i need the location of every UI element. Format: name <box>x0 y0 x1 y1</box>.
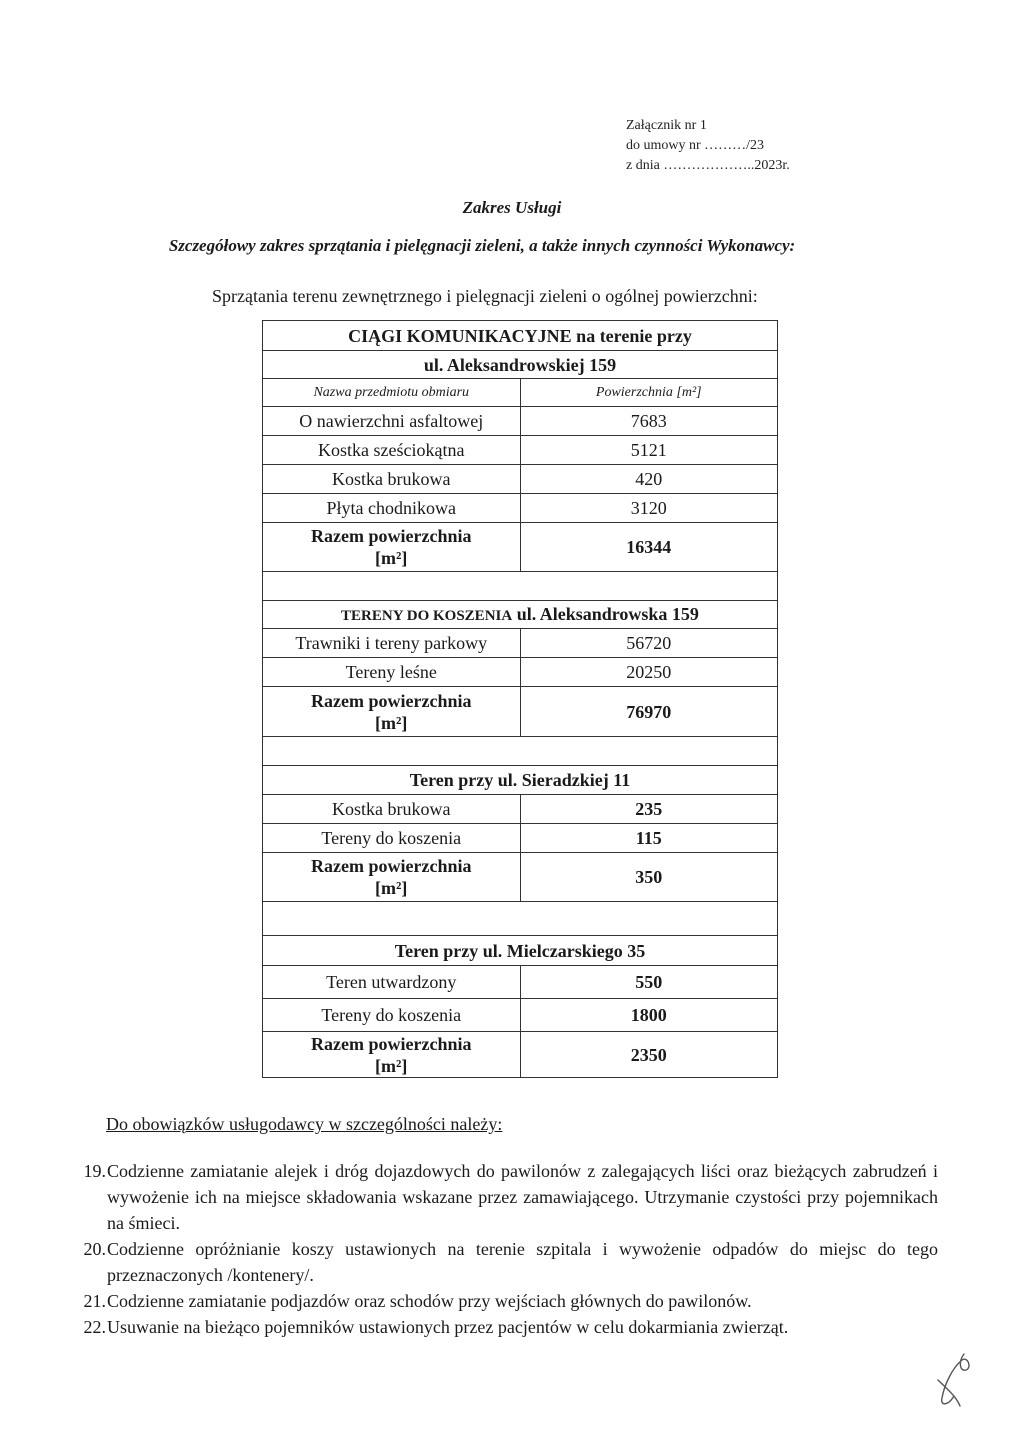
row-value: 7683 <box>520 407 778 436</box>
total-value: 2350 <box>520 1032 778 1078</box>
section2-header <box>263 601 778 629</box>
row-value: 56720 <box>520 629 778 658</box>
table-spacer-row <box>263 572 778 601</box>
item-text: Codzienne opróżnianie koszy ustawionych na terenie szpitala i wywożenie odpadów do miejsc do tego przeznaczonych /kontenery/. <box>107 1239 938 1285</box>
document-subtitle: Szczegółowy zakres sprzątania i pielęgnacji zieleni, a także innych czynności Wykonawcy: <box>168 236 796 255</box>
row-label: Płyta chodnikowa <box>263 494 521 523</box>
row-value: 420 <box>520 465 778 494</box>
table-row <box>263 999 778 1032</box>
item-number: 22. <box>83 1317 106 1337</box>
row-value: 3120 <box>520 494 778 523</box>
table-row <box>263 1032 778 1078</box>
row-value: 20250 <box>520 658 778 687</box>
total-label <box>263 1032 521 1078</box>
spacer-cell <box>263 737 778 766</box>
total-value: 16344 <box>520 523 778 572</box>
table-row <box>263 795 778 824</box>
total-label-line2: [m²] <box>375 878 408 898</box>
row-label: Kostka brukowa <box>263 795 521 824</box>
column-header-name: Nazwa przedmiotu obmiaru <box>263 379 521 407</box>
attachment-number: Załącznik nr 1 <box>626 118 707 133</box>
attachment-note <box>626 116 790 176</box>
item-text: Codzienne zamiatanie podjazdów oraz schodów przy wejściach głównych do pawilonów. <box>107 1291 752 1311</box>
list-item <box>62 1158 938 1236</box>
table-row <box>263 436 778 465</box>
section2-header-suffix: ul. Aleksandrowska 159 <box>512 603 699 624</box>
total-label-line1: Razem powierzchnia <box>311 1033 472 1054</box>
row-label: Kostka sześciokątna <box>263 436 521 465</box>
total-label-line1: Razem powierzchnia <box>311 856 472 876</box>
list-item <box>62 1288 938 1314</box>
table-row <box>263 687 778 737</box>
total-label-line1: Razem powierzchnia <box>311 526 472 546</box>
table-row <box>263 658 778 687</box>
total-label <box>263 853 521 902</box>
table-row <box>263 407 778 436</box>
table-row <box>263 853 778 902</box>
table-row <box>263 766 778 795</box>
table-row <box>263 465 778 494</box>
item-text: Usuwanie na bieżąco pojemników ustawionych przez pacjentów w celu dokarmiania zwierząt. <box>107 1317 789 1337</box>
item-number: 20. <box>83 1239 106 1259</box>
row-label: Trawniki i tereny parkowy <box>263 629 521 658</box>
table-row <box>263 966 778 999</box>
document-title: Zakres Usługi <box>462 198 562 217</box>
table-row <box>263 523 778 572</box>
table-row <box>263 629 778 658</box>
spacer-cell <box>263 902 778 936</box>
total-label <box>263 687 521 737</box>
table-row <box>263 494 778 523</box>
row-label: Teren utwardzony <box>263 966 521 999</box>
row-value: 115 <box>520 824 778 853</box>
list-item <box>62 1236 938 1288</box>
total-label <box>263 523 521 572</box>
table-row <box>263 936 778 966</box>
column-header-area: Powierzchnia [m²] <box>520 379 778 407</box>
total-label-line2: [m²] <box>375 548 408 568</box>
item-number: 19. <box>83 1161 106 1181</box>
section1-header: CIĄGI KOMUNIKACYJNE na terenie przy <box>263 321 778 351</box>
row-label: Tereny do koszenia <box>263 824 521 853</box>
total-label-line1: Razem powierzchnia <box>311 690 472 711</box>
row-label: Tereny leśne <box>263 658 521 687</box>
handwritten-initial-signature <box>930 1350 980 1410</box>
table-spacer-row <box>263 737 778 766</box>
table-row <box>263 601 778 629</box>
table-spacer-row <box>263 902 778 936</box>
section4-header: Teren przy ul. Mielczarskiego 35 <box>263 936 778 966</box>
duties-list <box>62 1158 938 1340</box>
row-value: 1800 <box>520 999 778 1032</box>
row-label: O nawierzchni asfaltowej <box>263 407 521 436</box>
row-label: Tereny do koszenia <box>263 999 521 1032</box>
list-item <box>62 1314 938 1340</box>
item-number: 21. <box>83 1291 106 1311</box>
section2-header-prefix: TERENY DO KOSZENIA <box>341 607 513 624</box>
table-row <box>263 321 778 351</box>
attachment-contract: do umowy nr ………/23 <box>626 138 765 153</box>
duties-heading: Do obowiązków usługodawcy w szczególności należy: <box>106 1114 503 1134</box>
total-value: 350 <box>520 853 778 902</box>
row-label: Kostka brukowa <box>263 465 521 494</box>
intro-text: Sprzątania terenu zewnętrznego i pielęgnacji zieleni o ogólnej powierzchni: <box>212 286 758 306</box>
table-row <box>263 351 778 379</box>
total-label-line2: [m²] <box>375 1055 408 1076</box>
total-label-line2: [m²] <box>375 712 408 733</box>
section3-header: Teren przy ul. Sieradzkiej 11 <box>263 766 778 795</box>
item-text: Codzienne zamiatanie alejek i dróg dojazdowych do pawilonów z zalegających liści oraz bieżących zabrudzeń i wywożenie ich na miejsce składowania wskazane przez zamawiającego. Utrzymanie czystości przy pojemnikach na śmieci. <box>107 1161 938 1233</box>
spacer-cell <box>263 572 778 601</box>
attachment-date: z dnia ………………..2023r. <box>626 158 790 173</box>
total-value: 76970 <box>520 687 778 737</box>
table-row <box>263 824 778 853</box>
table-row <box>263 379 778 407</box>
area-table <box>262 320 778 1078</box>
row-value: 235 <box>520 795 778 824</box>
row-value: 5121 <box>520 436 778 465</box>
section1-address: ul. Aleksandrowskiej 159 <box>263 351 778 379</box>
row-value: 550 <box>520 966 778 999</box>
